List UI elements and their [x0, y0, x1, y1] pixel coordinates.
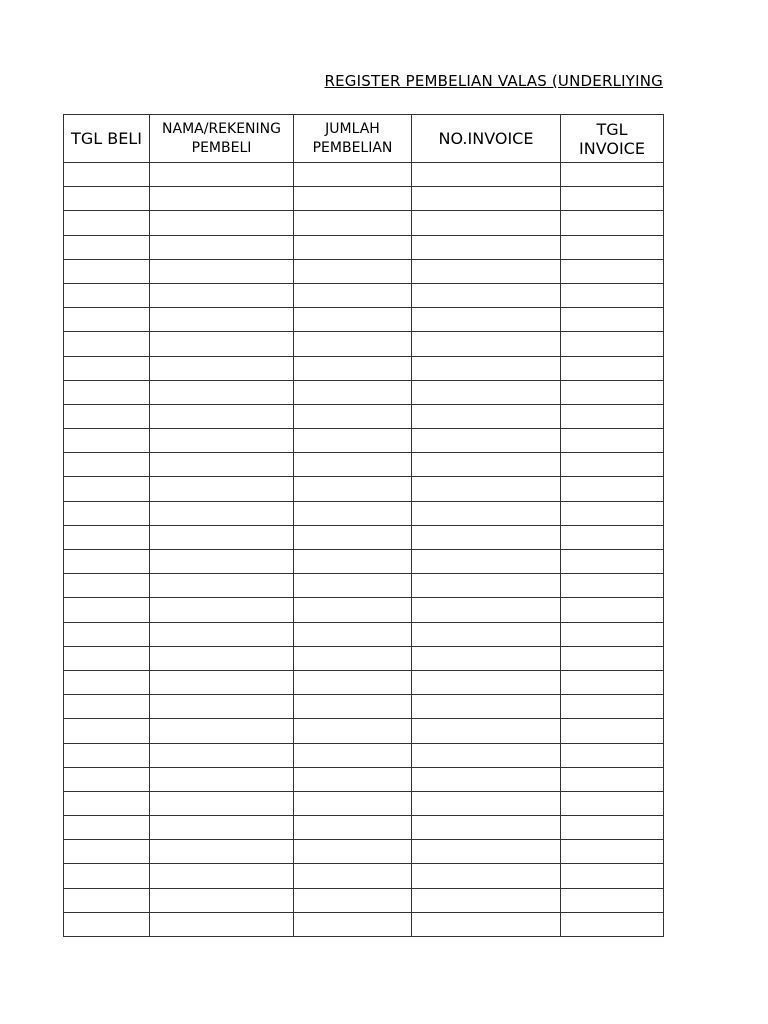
table-row [64, 501, 664, 525]
table-cell[interactable] [64, 767, 150, 791]
table-cell[interactable] [412, 404, 561, 428]
table-row [64, 743, 664, 767]
table-cell[interactable] [412, 283, 561, 307]
header-line: TGL BELI [71, 129, 142, 148]
table-cell[interactable] [64, 525, 150, 549]
table-cell[interactable] [412, 695, 561, 719]
table-cell[interactable] [561, 670, 664, 694]
table-cell[interactable] [412, 163, 561, 187]
table-cell[interactable] [64, 501, 150, 525]
table-row [64, 864, 664, 888]
table-cell[interactable] [150, 743, 294, 767]
table-cell[interactable] [561, 501, 664, 525]
table-row [64, 259, 664, 283]
table-cell[interactable] [64, 864, 150, 888]
table-cell[interactable] [412, 356, 561, 380]
table-cell[interactable] [294, 816, 412, 840]
table-cell[interactable] [150, 695, 294, 719]
table-row [64, 453, 664, 477]
table-cell[interactable] [64, 211, 150, 235]
table-cell[interactable] [150, 525, 294, 549]
table-cell[interactable] [561, 163, 664, 187]
table-cell[interactable] [561, 719, 664, 743]
table-cell[interactable] [294, 864, 412, 888]
table-cell[interactable] [561, 525, 664, 549]
table-cell[interactable] [294, 429, 412, 453]
table-cell[interactable] [412, 477, 561, 501]
table-cell[interactable] [412, 453, 561, 477]
table-cell[interactable] [412, 646, 561, 670]
table-cell[interactable] [64, 888, 150, 912]
table-cell[interactable] [150, 380, 294, 404]
table-cell[interactable] [150, 767, 294, 791]
table-cell[interactable] [64, 163, 150, 187]
table-cell[interactable] [561, 791, 664, 815]
header-line: PEMBELI [191, 139, 252, 156]
table-cell[interactable] [294, 719, 412, 743]
table-cell[interactable] [64, 646, 150, 670]
table-row [64, 791, 664, 815]
table-cell[interactable] [294, 211, 412, 235]
table-row [64, 622, 664, 646]
table-cell[interactable] [294, 840, 412, 864]
table-cell[interactable] [561, 550, 664, 574]
table-row [64, 550, 664, 574]
table-cell[interactable] [64, 380, 150, 404]
header-row [64, 115, 664, 163]
table-cell[interactable] [294, 235, 412, 259]
table-cell[interactable] [412, 840, 561, 864]
table-cell[interactable] [412, 187, 561, 211]
table-cell[interactable] [561, 429, 664, 453]
table-cell[interactable] [150, 912, 294, 936]
table-cell[interactable] [64, 695, 150, 719]
header-line: TGL [596, 119, 628, 139]
table-cell[interactable] [64, 429, 150, 453]
header-line: INVOICE [579, 138, 645, 158]
table-cell[interactable] [412, 501, 561, 525]
table-cell[interactable] [561, 743, 664, 767]
table-cell[interactable] [561, 332, 664, 356]
table-cell[interactable] [294, 283, 412, 307]
table-cell[interactable] [150, 356, 294, 380]
table-cell[interactable] [150, 574, 294, 598]
table-cell[interactable] [561, 187, 664, 211]
table-cell[interactable] [64, 453, 150, 477]
table-cell[interactable] [64, 791, 150, 815]
table-cell[interactable] [150, 235, 294, 259]
table-cell[interactable] [64, 283, 150, 307]
table-cell[interactable] [412, 598, 561, 622]
table-cell[interactable] [294, 259, 412, 283]
table-row [64, 525, 664, 549]
table-cell[interactable] [561, 646, 664, 670]
table-row [64, 840, 664, 864]
header-jumlah-pembelian [294, 115, 412, 163]
table-row [64, 598, 664, 622]
table-cell[interactable] [150, 864, 294, 888]
header-line: NO.INVOICE [438, 129, 534, 148]
register-table [63, 114, 664, 937]
table-cell[interactable] [412, 259, 561, 283]
table-cell[interactable] [412, 864, 561, 888]
table-cell[interactable] [150, 308, 294, 332]
table-cell[interactable] [561, 404, 664, 428]
table-cell[interactable] [150, 816, 294, 840]
table-cell[interactable] [294, 380, 412, 404]
table-cell[interactable] [294, 646, 412, 670]
table-cell[interactable] [561, 912, 664, 936]
table-row [64, 332, 664, 356]
table-cell[interactable] [294, 477, 412, 501]
table-cell[interactable] [561, 235, 664, 259]
table-row [64, 767, 664, 791]
table-cell[interactable] [561, 283, 664, 307]
table-cell[interactable] [294, 695, 412, 719]
table-cell[interactable] [150, 719, 294, 743]
table-cell[interactable] [561, 380, 664, 404]
table-cell[interactable] [412, 235, 561, 259]
table-cell[interactable] [294, 550, 412, 574]
table-cell[interactable] [294, 453, 412, 477]
header-tgl-invoice [561, 115, 664, 163]
table-row [64, 477, 664, 501]
table-cell[interactable] [561, 308, 664, 332]
table-cell[interactable] [412, 888, 561, 912]
table-cell[interactable] [150, 598, 294, 622]
table-row [64, 187, 664, 211]
table-row [64, 670, 664, 694]
header-line: PEMBELIAN [312, 139, 393, 156]
table-cell[interactable] [294, 598, 412, 622]
table-cell[interactable] [64, 404, 150, 428]
table-cell[interactable] [150, 501, 294, 525]
table-cell[interactable] [412, 670, 561, 694]
table-cell[interactable] [294, 743, 412, 767]
table-cell[interactable] [412, 719, 561, 743]
table-cell[interactable] [412, 429, 561, 453]
table-cell[interactable] [412, 380, 561, 404]
table-cell[interactable] [64, 259, 150, 283]
table-row [64, 695, 664, 719]
table-row [64, 163, 664, 187]
table-cell[interactable] [150, 429, 294, 453]
table-cell[interactable] [64, 332, 150, 356]
table-row [64, 719, 664, 743]
table-cell[interactable] [561, 888, 664, 912]
header-line: NAMA/REKENING [162, 120, 281, 137]
table-cell[interactable] [412, 574, 561, 598]
table-cell[interactable] [294, 888, 412, 912]
table-cell[interactable] [64, 912, 150, 936]
table-cell[interactable] [561, 453, 664, 477]
table-cell[interactable] [294, 332, 412, 356]
table-cell[interactable] [294, 791, 412, 815]
table-cell[interactable] [150, 622, 294, 646]
table-cell[interactable] [64, 622, 150, 646]
table-cell[interactable] [64, 816, 150, 840]
table-cell[interactable] [64, 477, 150, 501]
table-cell[interactable] [64, 743, 150, 767]
table-cell[interactable] [561, 695, 664, 719]
table-cell[interactable] [294, 501, 412, 525]
table-cell[interactable] [150, 888, 294, 912]
table-cell[interactable] [64, 840, 150, 864]
table-cell[interactable] [412, 816, 561, 840]
table-cell[interactable] [294, 767, 412, 791]
table-cell[interactable] [294, 308, 412, 332]
table-cell[interactable] [64, 308, 150, 332]
table-cell[interactable] [150, 211, 294, 235]
table-cell[interactable] [561, 816, 664, 840]
table-cell[interactable] [64, 187, 150, 211]
table-cell[interactable] [561, 211, 664, 235]
table-cell[interactable] [412, 308, 561, 332]
table-cell[interactable] [294, 670, 412, 694]
table-cell[interactable] [561, 622, 664, 646]
table-cell[interactable] [561, 356, 664, 380]
table-cell[interactable] [412, 550, 561, 574]
table-cell[interactable] [412, 332, 561, 356]
table-row [64, 283, 664, 307]
table-cell[interactable] [412, 791, 561, 815]
table-cell[interactable] [412, 211, 561, 235]
table-cell[interactable] [150, 283, 294, 307]
table-cell[interactable] [294, 187, 412, 211]
table-row [64, 574, 664, 598]
table-cell[interactable] [412, 767, 561, 791]
table-cell[interactable] [64, 670, 150, 694]
table-cell[interactable] [412, 525, 561, 549]
table-cell[interactable] [561, 598, 664, 622]
table-row [64, 404, 664, 428]
table-row [64, 211, 664, 235]
header-no-invoice [412, 115, 561, 163]
table-row [64, 380, 664, 404]
table-cell[interactable] [412, 622, 561, 646]
table-cell[interactable] [150, 187, 294, 211]
table-cell[interactable] [150, 477, 294, 501]
table-cell[interactable] [150, 332, 294, 356]
table-cell[interactable] [150, 646, 294, 670]
table-cell[interactable] [294, 912, 412, 936]
table-cell[interactable] [150, 670, 294, 694]
table-row [64, 308, 664, 332]
table-cell[interactable] [150, 550, 294, 574]
table-cell[interactable] [561, 767, 664, 791]
table-cell[interactable] [294, 574, 412, 598]
table-row [64, 888, 664, 912]
table-cell[interactable] [412, 743, 561, 767]
table-cell[interactable] [150, 791, 294, 815]
header-line: JUMLAH [325, 120, 380, 137]
table-cell[interactable] [294, 622, 412, 646]
table-cell[interactable] [150, 840, 294, 864]
table-cell[interactable] [561, 477, 664, 501]
table-cell[interactable] [561, 864, 664, 888]
table-cell[interactable] [561, 574, 664, 598]
document-title: REGISTER PEMBELIAN VALAS (UNDERLIYING [324, 72, 663, 90]
table-cell[interactable] [64, 574, 150, 598]
table-row [64, 646, 664, 670]
table-cell[interactable] [294, 525, 412, 549]
table-cell[interactable] [294, 163, 412, 187]
table-row [64, 356, 664, 380]
table-cell[interactable] [294, 356, 412, 380]
table-cell[interactable] [64, 235, 150, 259]
table-row [64, 816, 664, 840]
table-row [64, 912, 664, 936]
table-cell[interactable] [561, 259, 664, 283]
table-cell[interactable] [64, 550, 150, 574]
table-cell[interactable] [150, 453, 294, 477]
table-cell[interactable] [64, 598, 150, 622]
table-cell[interactable] [561, 840, 664, 864]
table-cell[interactable] [412, 912, 561, 936]
table-cell[interactable] [64, 719, 150, 743]
table-cell[interactable] [64, 356, 150, 380]
table-cell[interactable] [150, 259, 294, 283]
table-row [64, 235, 664, 259]
header-tgl-beli [64, 115, 150, 163]
table-cell[interactable] [294, 404, 412, 428]
table-cell[interactable] [150, 404, 294, 428]
table-row [64, 429, 664, 453]
table-cell[interactable] [150, 163, 294, 187]
header-nama-rekening [150, 115, 294, 163]
table-body [64, 163, 664, 937]
